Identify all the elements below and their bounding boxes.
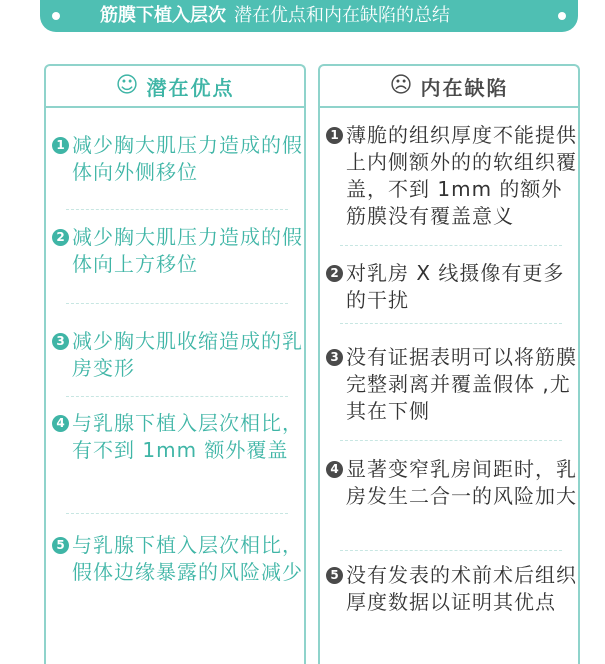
cons-header [320, 66, 578, 108]
pros-column [44, 64, 306, 664]
number-badge: 2 [326, 265, 343, 282]
number-badge: 2 [52, 229, 69, 246]
cons-column [318, 64, 580, 664]
banner-right-dot [558, 12, 566, 20]
cons-title: 内在缺陷 [420, 75, 509, 100]
number-badge: 3 [326, 349, 343, 366]
pros-item-text: 减少胸大肌压力造成的假体向外侧移位 [72, 133, 303, 184]
number-badge: 3 [52, 333, 69, 350]
banner-title: 筋膜下植入层次 [100, 5, 226, 26]
divider [340, 550, 562, 551]
frown-face-icon: ☹ [389, 73, 413, 98]
divider [340, 440, 562, 441]
number-badge: 5 [52, 537, 69, 554]
divider [66, 209, 288, 210]
smile-face-icon: ☺ [115, 73, 139, 98]
number-badge: 1 [52, 137, 69, 154]
pros-title: 潜在优点 [146, 75, 235, 100]
pros-item-text: 减少胸大肌收缩造成的乳房变形 [72, 329, 303, 380]
number-badge: 4 [52, 415, 69, 432]
number-badge: 1 [326, 127, 343, 144]
cons-item-text: 没有发表的术前术后组织厚度数据以证明其优点 [346, 563, 577, 614]
divider [66, 303, 288, 304]
number-badge: 5 [326, 567, 343, 584]
number-badge: 4 [326, 461, 343, 478]
cons-item-text: 显著变窄乳房间距时，乳房发生二合一的风险加大 [346, 457, 577, 508]
cons-item-text: 没有证据表明可以将筋膜完整剥离并覆盖假体 ,尤其在下侧 [346, 345, 577, 423]
pros-item-text: 与乳腺下植入层次相比，有不到 1mm 额外覆盖 [72, 411, 303, 462]
pros-item-text: 减少胸大肌压力造成的假体向上方移位 [72, 225, 303, 276]
pros-header [46, 66, 304, 108]
banner-subtitle: 潜在优点和内在缺陷的总结 [234, 5, 450, 26]
divider [340, 323, 562, 324]
cons-item-text: 对乳房 X 线摄像有更多的干扰 [346, 261, 565, 312]
pros-item-text: 与乳腺下植入层次相比，假体边缘暴露的风险减少 [72, 533, 303, 584]
divider [340, 245, 562, 246]
divider [66, 396, 288, 397]
banner-left-dot [52, 12, 60, 20]
divider [66, 513, 288, 514]
cons-item-text: 薄脆的组织厚度不能提供上内侧额外的的软组织覆盖，不到 1mm 的额外筋膜没有覆盖意义 [346, 123, 577, 228]
banner-heading [100, 4, 450, 28]
